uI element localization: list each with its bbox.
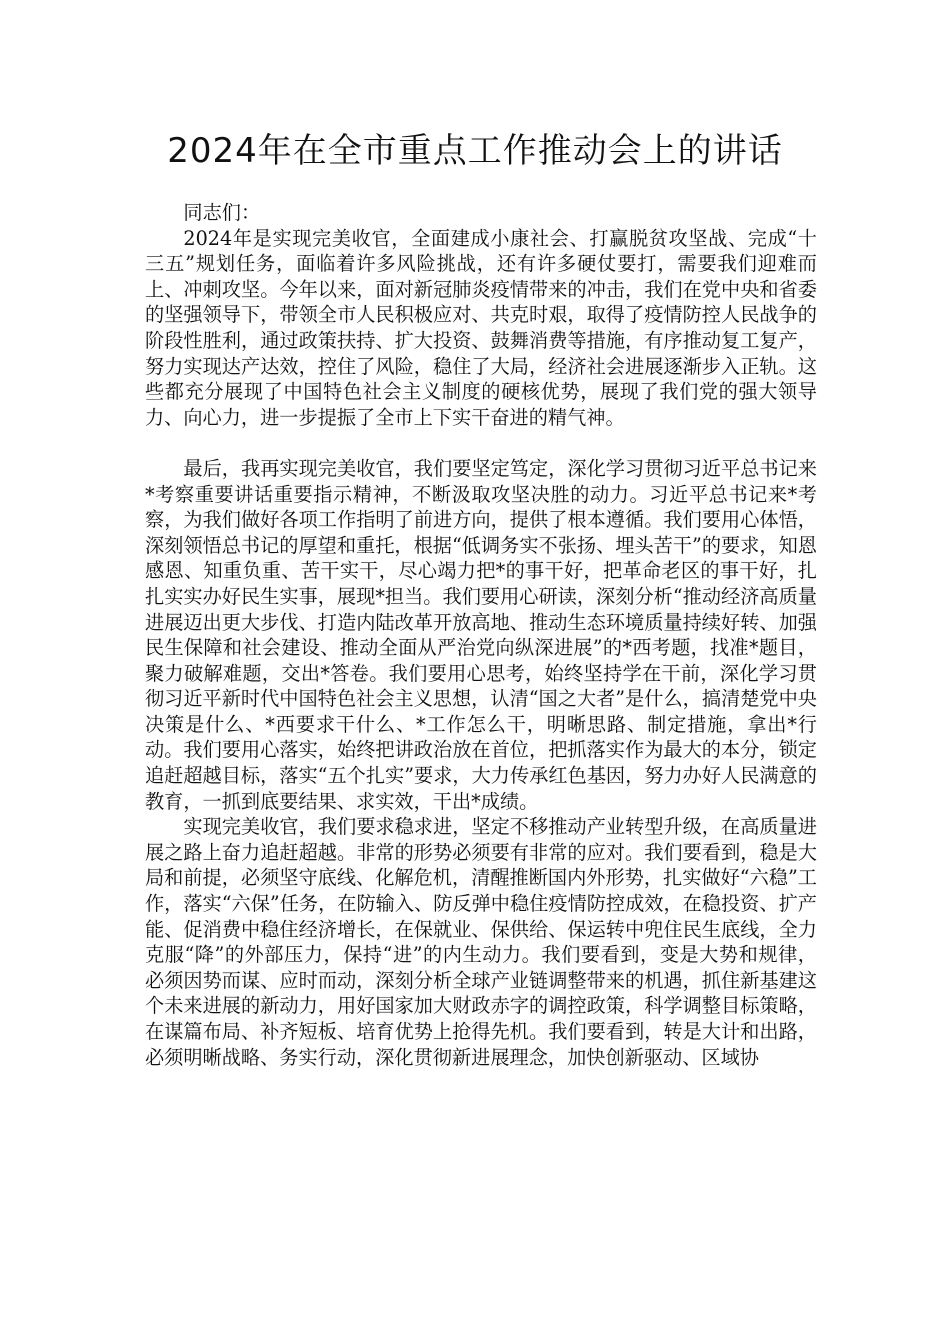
paragraph: 实现完美收官，我们要求稳求进，坚定不移推动产业转型升级，在高质量进展之路上奋力追赶超越。非常的形势必须要有非常的应对。我们要看到，稳是大局和前提，必须坚守底线、化解危机，清醒推断国内外形势，扎实做好“六稳”工作，落实“六保”任务，在防输入、防反弹中稳住疫情防控成效，在稳投资、扩产能、促消费中稳住经济增长，在保就业、保供给、保运转中兜住民生底线，全力克服“降”的外部压力，保持“进”的内生动力。我们要看到，变是大势和规律，必须因势而谋、应时而动，深刻分析全球产业链调整带来的机遇，抓住新基建这个未来进展的新动力，用好国家加大财政赤字的调控政策，科学调整目标策略，在谋篇布局、补齐短板、培育优势上抢得先机。我们要看到，转是大计和出路，必须明晰战略、务实行动，深化贯彻新进展理念，加快创新驱动、区域协 <box>145 815 817 1069</box>
salutation: 同志们： <box>183 201 261 224</box>
document-body <box>145 200 817 1070</box>
paragraph: 最后，我再实现完美收官，我们要坚定笃定，深化学习贯彻习近平总书记来*考察重要讲话重要指示精神，不断汲取攻坚决胜的动力。习近平总书记来*考察，为我们做好各项工作指明了前进方向，提供了根本遵循。我们要用心体悟，深刻领悟总书记的厚望和重托，根据“低调务实不张扬、埋头苦干”的要求，知恩感恩、知重负重、苦干实干，尽心竭力把*的事干好，把革命老区的事干好，扎扎实实办好民生实事，展现*担当。我们要用心研读，深刻分析“推动经济高质量进展迈出更大步伐、打造内陆改革开放高地、推动生态环境质量持续好转、加强民生保障和社会建设、推动全面从严治党向纵深进展”的*西考题，找准*题目，聚力破解难题，交出*答卷。我们要用心思考，始终坚持学在干前，深化学习贯彻习近平新时代中国特色社会主义思想，认清“国之大者”是什么，搞清楚党中央决策是什么、*西要求干什么、*工作怎么干，明晰思路、制定措施，拿出*行动。我们要用心落实，始终把讲政治放在首位，把抓落实作为最大的本分，锁定追赶超越目标，落实“五个扎实”要求，大力传承红色基因，努力办好人民满意的教育，一抓到底要结果、求实效，干出*成绩。 <box>145 456 817 813</box>
document-title: 2024年在全市重点工作推动会上的讲话 <box>167 131 783 171</box>
paragraph: 2024年是实现完美收官，全面建成小康社会、打赢脱贫攻坚战、完成“十三五”规划任务，面临着许多风险挑战，还有许多硬仗要打，需要我们迎难而上、冲刺攻坚。今年以来，面对新冠肺炎疫情带来的冲击，我们在党中央和省委的坚强领导下，带领全市人民积极应对、共克时艰，取得了疫情防控人民战争的阶段性胜利，通过政策扶持、扩大投资、鼓舞消费等措施，有序推动复工复产，努力实现达产达效，控住了风险，稳住了大局，经济社会进展逐渐步入正轨。这些都充分展现了中国特色社会主义制度的硬核优势，展现了我们党的强大领导力、向心力，进一步提振了全市上下实干奋进的精气神。 <box>145 226 817 429</box>
paragraph-spacer <box>145 430 817 456</box>
